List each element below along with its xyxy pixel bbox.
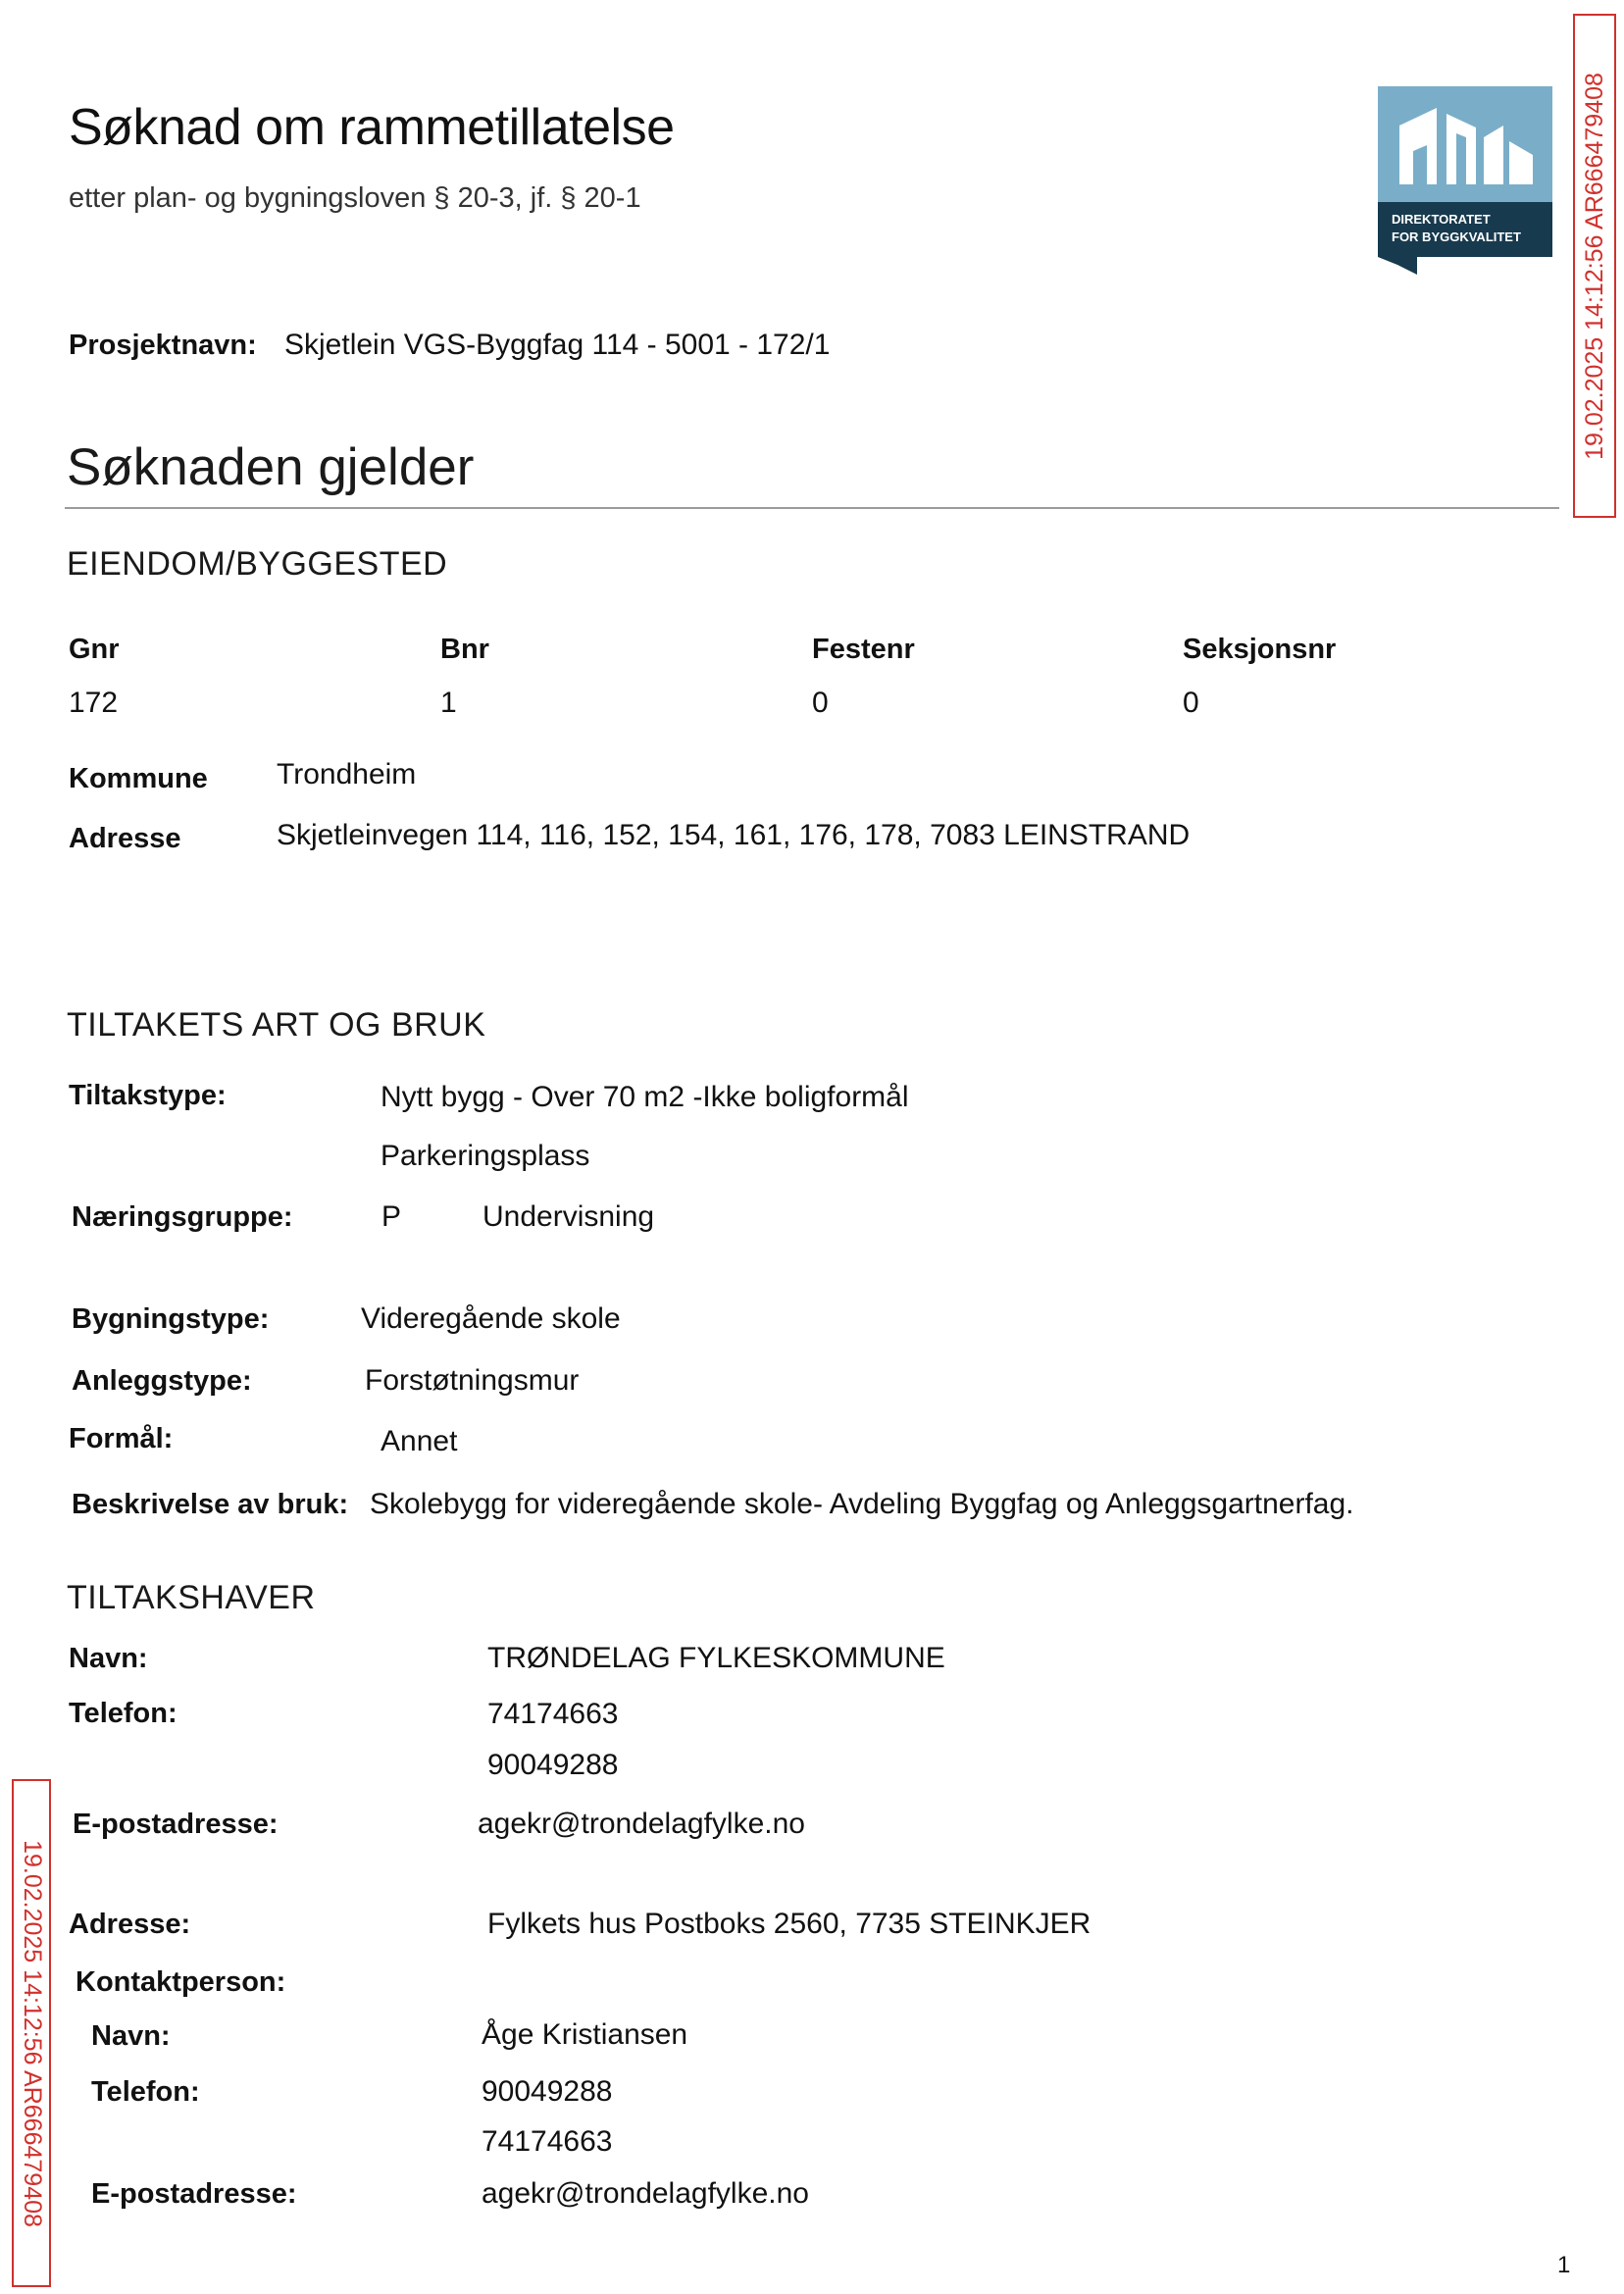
kommune-label: Kommune (69, 763, 208, 794)
beskrivelse-label: Beskrivelse av bruk: (72, 1489, 349, 1520)
contact-person-label: Kontaktperson: (76, 1966, 286, 1998)
contact-navn-label: Navn: (91, 2020, 171, 2052)
stamp-text: 19.02.2025 14:12:56 AR666479408 (18, 1839, 46, 2227)
timestamp-stamp-left (12, 1779, 51, 2287)
project-value: Skjetlein VGS-Byggfag 114 - 5001 - 172/1 (284, 329, 831, 361)
bygningstype-value: Videregående skole (361, 1302, 621, 1335)
bygningstype-label: Bygningstype: (72, 1303, 270, 1335)
festenr-value: 0 (812, 687, 829, 719)
owner-navn-label: Navn: (69, 1643, 148, 1674)
property-heading: EIENDOM/BYGGESTED (67, 545, 448, 583)
naeringsgruppe-code: P (381, 1200, 402, 1233)
document-subtitle: etter plan- og bygningsloven § 20-3, jf. § 20-1 (69, 182, 641, 214)
contact-navn-value: Åge Kristiansen (482, 2018, 688, 2051)
owner-adresse-value: Fylkets hus Postboks 2560, 7735 STEINKJER (487, 1908, 1091, 1940)
seksjonsnr-value: 0 (1183, 687, 1199, 719)
naeringsgruppe-text: Undervisning (482, 1200, 655, 1233)
project-label: Prosjektnavn: (69, 330, 257, 361)
festenr-label: Festenr (812, 634, 915, 665)
contact-telefon-label: Telefon: (91, 2076, 200, 2108)
adresse-value: Skjetleinvegen 114, 116, 152, 154, 161, 176, 178, 7083 LEINSTRAND (277, 819, 1191, 851)
owner-adresse-label: Adresse: (69, 1909, 191, 1940)
contact-telefon-1: 90049288 (482, 2075, 613, 2108)
bnr-value: 1 (440, 687, 457, 719)
measure-heading: TILTAKETS ART OG BRUK (67, 1006, 486, 1044)
page-number: 1 (1557, 2252, 1571, 2278)
logo-line-2: FOR BYGGKVALITET (1392, 229, 1521, 244)
contact-epost-label: E-postadresse: (91, 2178, 297, 2210)
logo-line-1: DIREKTORATET (1392, 212, 1491, 227)
contact-telefon-2: 74174663 (482, 2125, 613, 2158)
section-divider (65, 507, 1559, 509)
adresse-label: Adresse (69, 823, 181, 854)
gnr-label: Gnr (69, 634, 120, 665)
naeringsgruppe-label: Næringsgruppe: (72, 1201, 293, 1233)
anleggstype-value: Forstøtningsmur (365, 1364, 580, 1397)
stamp-text: 19.02.2025 14:12:56 AR666479408 (1580, 72, 1608, 460)
owner-telefon-label: Telefon: (69, 1698, 178, 1729)
owner-telefon-1: 74174663 (487, 1698, 619, 1730)
tiltakstype-label: Tiltakstype: (69, 1080, 227, 1111)
gnr-value: 172 (69, 687, 119, 719)
seksjonsnr-label: Seksjonsnr (1183, 634, 1337, 665)
document-title: Søknad om rammetillatelse (69, 99, 675, 156)
dibk-building-logo-icon (1378, 86, 1552, 275)
owner-epost-value: agekr@trondelagfylke.no (478, 1808, 805, 1840)
formal-label: Formål: (69, 1423, 174, 1454)
tiltakstype-value-1: Nytt bygg - Over 70 m2 -Ikke boligformål (381, 1081, 909, 1113)
kommune-value: Trondheim (277, 758, 417, 790)
anleggstype-label: Anleggstype: (72, 1365, 252, 1397)
tiltakstype-value-2: Parkeringsplass (381, 1140, 590, 1172)
owner-epost-label: E-postadresse: (73, 1809, 279, 1840)
beskrivelse-value: Skolebygg for videregående skole- Avdeling Byggfag og Anleggsgartnerfag. (370, 1488, 1354, 1520)
owner-heading: TILTAKSHAVER (67, 1579, 316, 1616)
formal-value: Annet (381, 1425, 458, 1457)
section-title: Søknaden gjelder (67, 438, 475, 496)
contact-epost-value: agekr@trondelagfylke.no (482, 2177, 809, 2210)
dibk-logo (1378, 86, 1552, 275)
owner-telefon-2: 90049288 (487, 1749, 619, 1781)
bnr-label: Bnr (440, 634, 489, 665)
timestamp-stamp-right (1573, 14, 1616, 518)
owner-navn-value: TRØNDELAG FYLKESKOMMUNE (487, 1642, 945, 1674)
